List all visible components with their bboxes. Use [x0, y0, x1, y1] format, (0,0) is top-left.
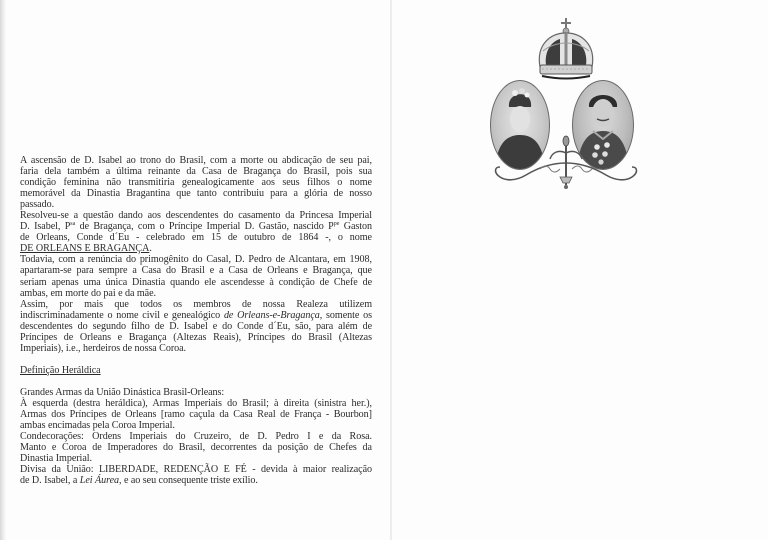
text-line: seriam apenas uma única Dinastia quando ele ascendesse à condição de Chefe de — [20, 276, 372, 288]
text-line: ambas encimadas pela Coroa Imperial. — [20, 420, 175, 432]
text-line: Imperiais), i.e., herdeiros de nossa Coroa. — [20, 342, 187, 354]
text-fragment: , somente os — [319, 309, 372, 321]
text-line: À esquerda (destra heráldica), Armas Imperiais do Brasil; à direita (sinistra her.), — [20, 397, 372, 409]
text-line: memorável da Dinastia Bragantina que tanto contribuiu para a glória de nosso — [20, 188, 372, 200]
dynasty-name: DE ORLEANS E BRAGANÇA — [20, 243, 150, 255]
royal-emblem — [480, 15, 652, 190]
paragraph-renunciation — [20, 254, 372, 298]
text-line: Armas dos Príncipes de Orleans [ramo caçula da Casa Real de França - Bourbon] — [20, 408, 372, 420]
text-line: Condecorações: Ordens Imperiais do Cruzeiro, de D. Pedro I e da Rosa. — [20, 431, 372, 443]
text-line: Dinastia Imperial. — [20, 453, 92, 465]
page-edge-shadow — [0, 0, 6, 540]
text-line: A ascensão de D. Isabel ao trono do Brasil, com a morte ou abdicação de seu pai, — [20, 155, 372, 166]
heraldry-section — [20, 387, 372, 486]
text-fragment: de Bragança, com o Príncipe Imperial D. Gastão, nascido P — [75, 221, 334, 233]
superscript: pe — [333, 221, 340, 228]
text-line — [20, 475, 372, 486]
text-fragment: Gaston — [339, 221, 372, 233]
left-page-text — [20, 155, 372, 486]
text-line: descendentes do segundo filho de D. Isabel e do Conde d´Eu, são, para além de — [20, 320, 372, 332]
text-line: ambas, em morte do pai e da mãe. — [20, 287, 157, 299]
paragraph-ascension — [20, 155, 372, 210]
text-line: Assim, por mais que todos os membros de nossa Realeza utilizem — [20, 298, 372, 310]
scroll-ornament-icon — [480, 133, 652, 193]
superscript: sa — [70, 221, 76, 228]
italic-name: Lei Áurea — [79, 475, 120, 487]
paragraph-royalty — [20, 299, 372, 354]
right-page — [392, 0, 768, 540]
section-heading: Definição Heráldica — [20, 364, 101, 376]
text-line: condição feminina não transmitiria genealogicamente aos seus filhos o nome — [20, 177, 372, 189]
paragraph-resolution — [20, 210, 372, 254]
text-line — [20, 310, 372, 321]
text-line: passado. — [20, 199, 55, 211]
text-line: faria dela também a última reinante da Casa de Bragança do Brasil, pois sua — [20, 166, 372, 178]
text-line — [20, 243, 372, 254]
imperial-crown-icon — [480, 15, 652, 85]
italic-name: de Orleans-e-Bragança — [223, 309, 320, 321]
text-line: de Orleans, Conde d´Eu - celebrado em 15 de outubro de 1864 -, o nome — [20, 232, 372, 244]
text-line: Resolveu-se a questão dando aos descendentes do casamento da Princesa Imperial — [20, 210, 372, 222]
text-line — [20, 221, 372, 232]
text-line: Príncipes de Orleans e Bragança (Altezas Reais), Príncipes do Brasil (Altezas — [20, 331, 372, 343]
spacer — [20, 376, 372, 387]
text-line: Grandes Armas da União Dinástica Brasil-Orleans: — [20, 386, 225, 398]
text-line: Divisa da União: LIBERDADE, REDENÇÃO E FÉ - devida à maior realização — [20, 464, 372, 476]
text-fragment: indiscriminadamente o nome civil e genealógico — [20, 309, 224, 321]
text-fragment: de D. Isabel, a — [20, 475, 80, 487]
spacer — [20, 354, 372, 365]
text-line: Manto e Coroa de Imperadores do Brasil, decorrentes da posição de Chefes da — [20, 442, 372, 454]
text-line: Todavia, com a renúncia do primogênito do Casal, D. Pedro de Alcantara, em 1908, — [20, 254, 372, 266]
text-fragment: D. Isabel, P — [20, 221, 71, 233]
text-fragment: . — [149, 243, 152, 255]
text-fragment: , e ao seu consequente triste exílio. — [119, 475, 258, 487]
text-line: apartaram-se para sempre a Casa do Brasil e a Casa de Orleans e Bragança, que — [20, 265, 372, 277]
